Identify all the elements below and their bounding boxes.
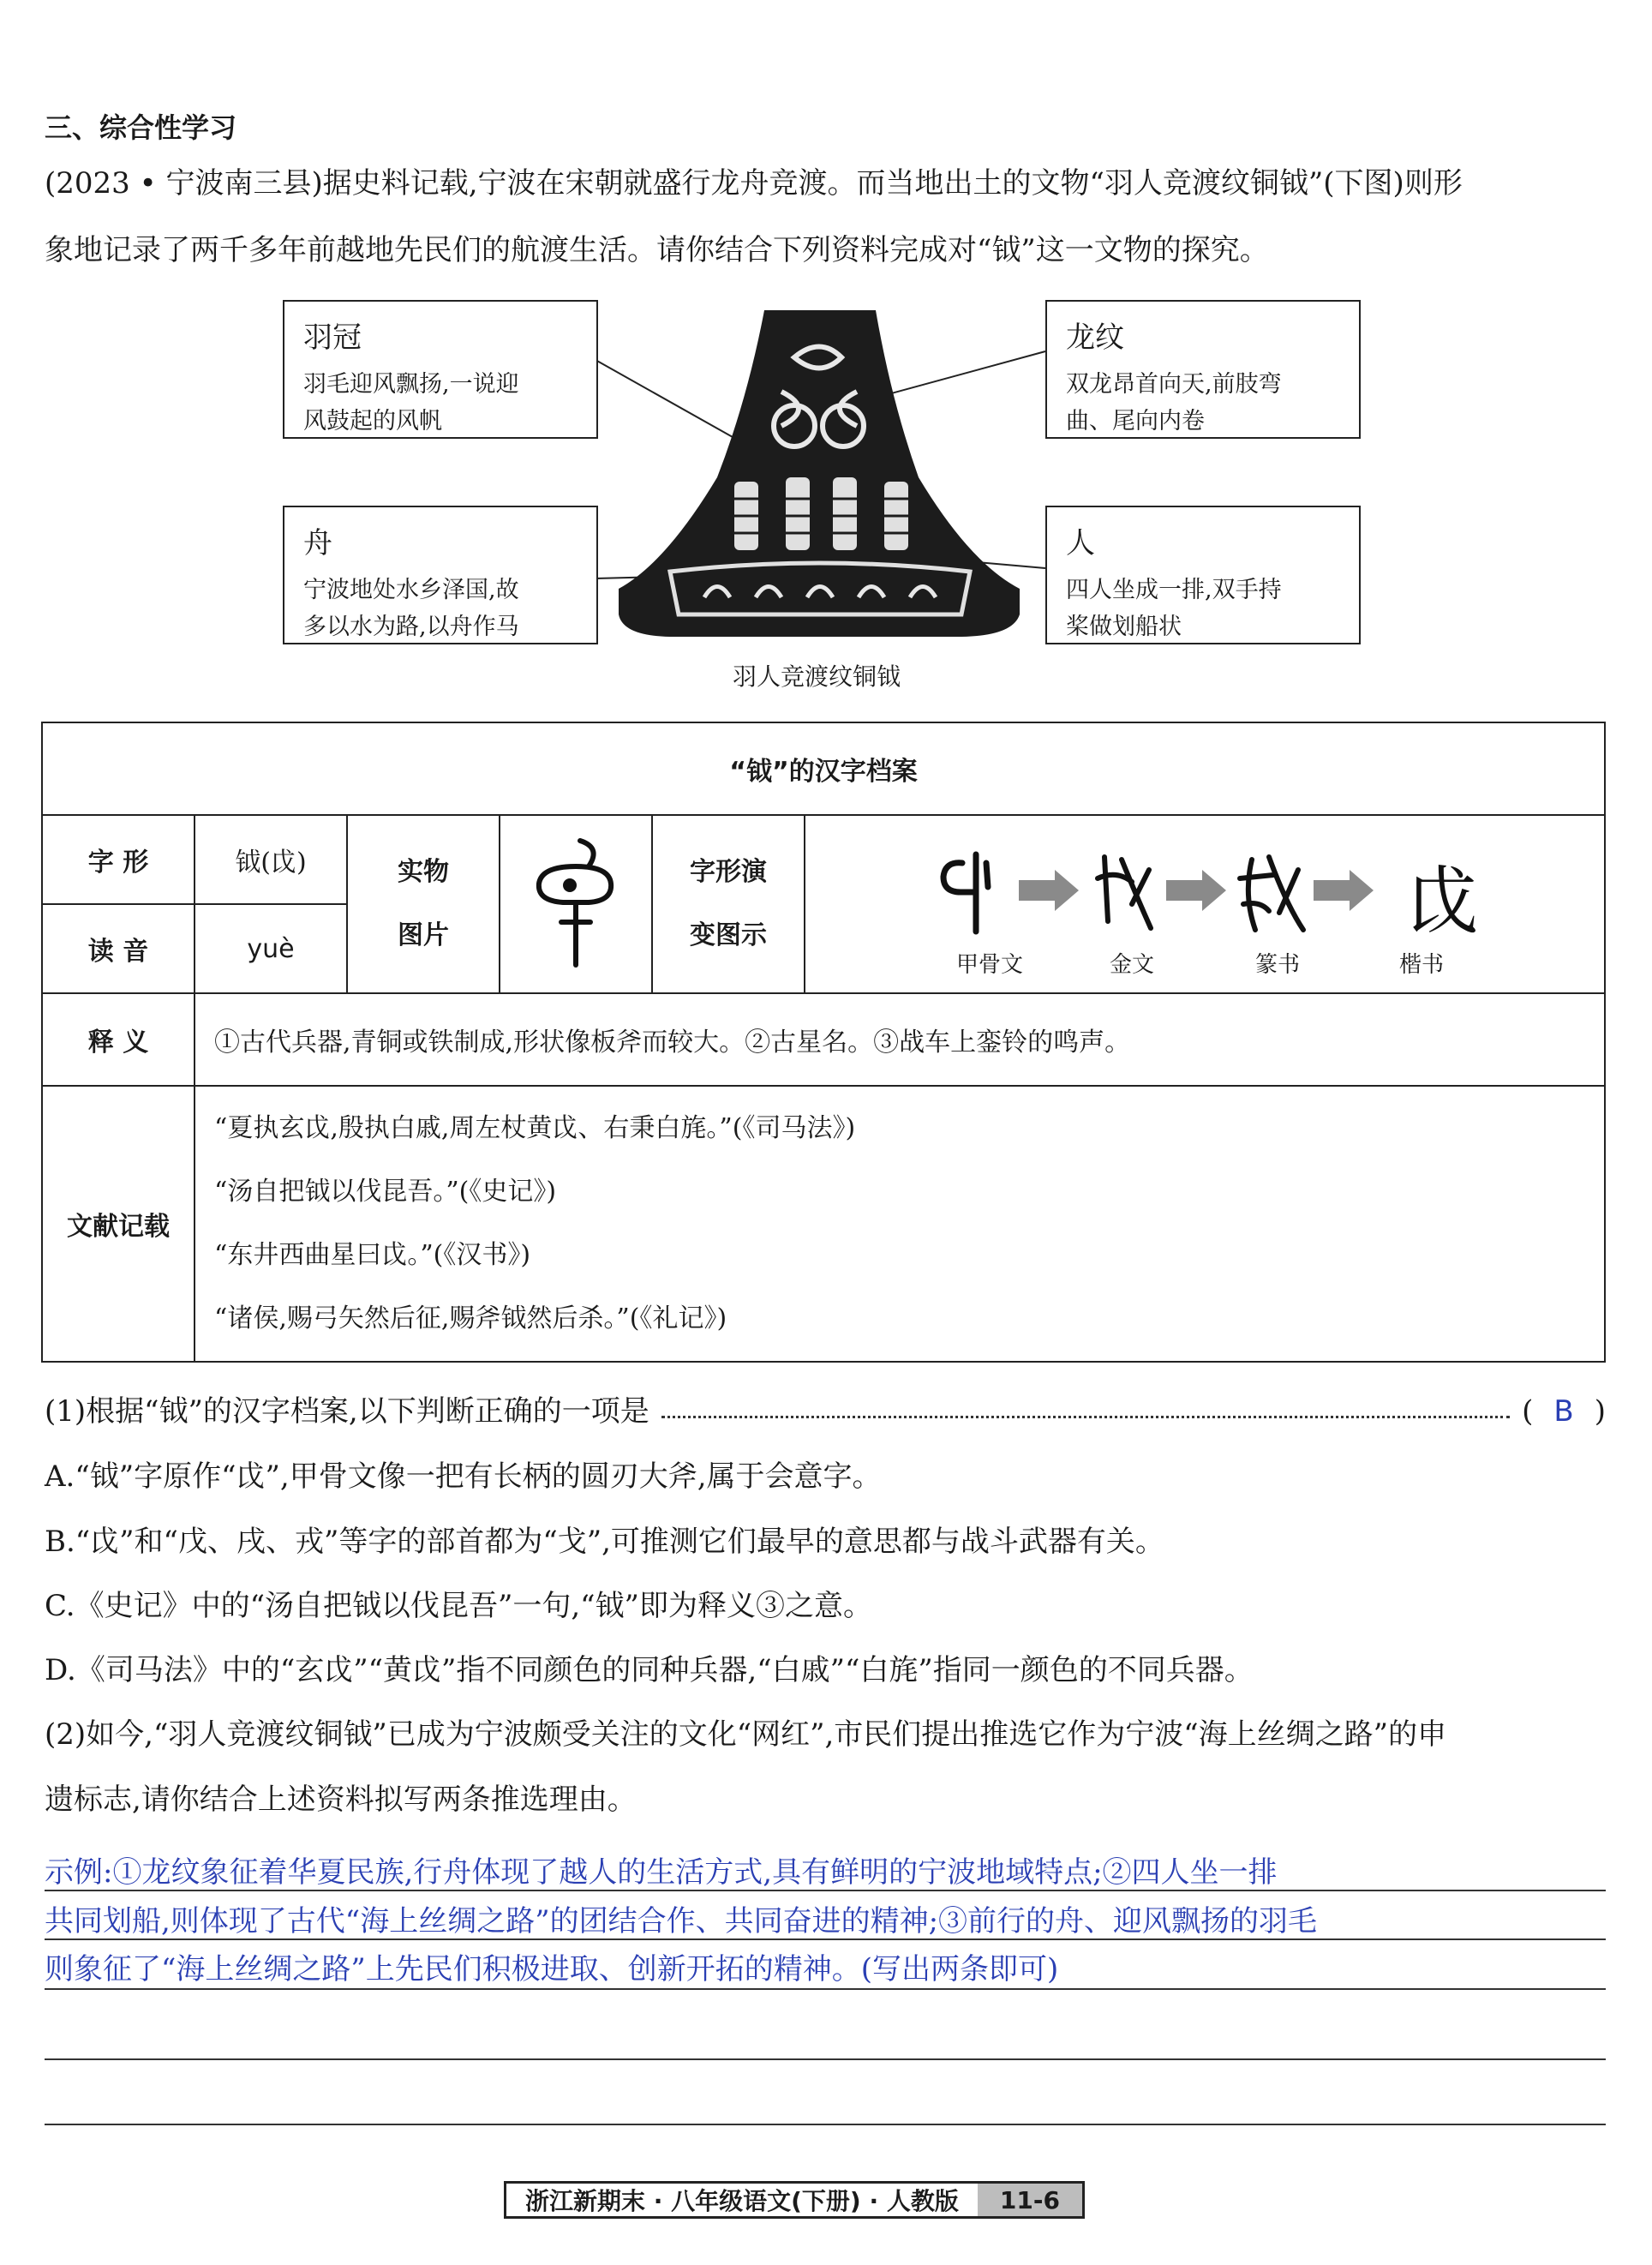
option-b: B.“戉”和“戊、戌、戎”等字的部首都为“戈”,可推测它们最早的意思都与战斗武器有关。 xyxy=(45,1525,1164,1559)
page-footer xyxy=(504,2181,1085,2219)
sound-value: yuè xyxy=(195,904,347,993)
question-1-answer: B xyxy=(1553,1394,1574,1429)
evolution-label xyxy=(652,815,805,993)
arrow-icon xyxy=(1166,870,1226,911)
evo-caption: 甲骨文 xyxy=(956,952,1024,978)
annotation-title: 龙纹 xyxy=(1066,321,1124,355)
shape-value: 钺(戉) xyxy=(195,815,347,904)
citation-list xyxy=(195,1086,1605,1362)
writing-line xyxy=(45,1938,1606,1940)
option-c: C.《史记》中的“汤自把钺以伐昆吾”一句,“钺”即为释义③之意。 xyxy=(45,1589,872,1623)
annotation-text: 曲、尾向内卷 xyxy=(1066,408,1205,434)
annotation-box-dragon xyxy=(1045,300,1361,439)
evo-caption: 金文 xyxy=(1110,952,1155,978)
annotation-box-person xyxy=(1045,506,1361,644)
intro-line-1: (2023 • 宁波南三县)据史料记载,宁波在宋朝就盛行龙舟竞渡。而当地出土的文物“羽人竞渡纹铜钺”(下图)则形 xyxy=(45,166,1463,201)
writing-line xyxy=(45,1890,1606,1891)
photo-label-line: 图片 xyxy=(398,920,449,950)
evo-caption: 篆书 xyxy=(1255,952,1301,978)
meaning-value: ①古代兵器,青铜或铁制成,形状像板斧而较大。②古星名。③战车上銮铃的鸣声。 xyxy=(195,993,1605,1086)
annotation-text: 宁波地处水乡泽国,故 xyxy=(303,577,519,603)
section-title: 三、综合性学习 xyxy=(45,111,237,144)
axe-pictogram-icon xyxy=(529,832,623,969)
seal-script-glyph xyxy=(1240,857,1303,930)
annotation-title: 羽冠 xyxy=(303,321,362,355)
oracle-bone-glyph xyxy=(943,854,988,932)
citation-label: 文献记载 xyxy=(42,1086,195,1362)
footer-title: 浙江新期末 · 八年级语文(下册) · 人教版 xyxy=(525,2187,959,2215)
annotation-text: 双龙昂首向天,前肢弯 xyxy=(1066,371,1282,398)
citation-item: “诸侯,赐弓矢然后征,赐斧钺然后杀。”(《礼记》) xyxy=(214,1303,727,1333)
answer-line-3: 则象征了“海上丝绸之路”上先民们积极进取、创新开拓的精神。(写出两条即可) xyxy=(45,1952,1059,1986)
bronze-axe-image xyxy=(619,306,1020,638)
annotation-text: 多以水为路,以舟作马 xyxy=(303,614,519,640)
annotation-text: 桨做划船状 xyxy=(1066,614,1182,640)
answer-paren-close: ) xyxy=(1594,1394,1606,1429)
artifact-photo-cell xyxy=(500,815,652,993)
answer-line-2: 共同划船,则体现了古代“海上丝绸之路”的团结合作、共同奋进的精神;③前行的舟、迎风飘扬的羽毛 xyxy=(45,1904,1318,1938)
leader-dots xyxy=(661,1416,1510,1418)
annotation-title: 舟 xyxy=(303,526,332,560)
character-archive-table xyxy=(41,722,1606,1363)
writing-line xyxy=(45,1988,1606,1990)
annotation-box-boat xyxy=(283,506,598,644)
evo-caption: 楷书 xyxy=(1399,952,1445,978)
annotation-box-plume xyxy=(283,300,598,439)
sound-label: 读 音 xyxy=(42,904,195,993)
figure-caption: 羽人竞渡纹铜钺 xyxy=(733,662,901,691)
annotation-title: 人 xyxy=(1066,526,1095,560)
photo-label xyxy=(347,815,500,993)
question-2-line-2: 遗标志,请你结合上述资料拟写两条推选理由。 xyxy=(45,1783,637,1817)
page-number: 11-6 xyxy=(978,2184,1082,2216)
evolution-diagram xyxy=(805,815,1605,993)
citation-item: “夏执玄戉,殷执白戚,周左杖黄戉、右秉白旄。”(《司马法》) xyxy=(214,1113,856,1143)
question-1-stem xyxy=(45,1394,1606,1429)
arrow-icon xyxy=(1314,870,1374,911)
answer-line-1: 示例:①龙纹象征着华夏民族,行舟体现了越人的生活方式,具有鲜明的宁波地域特点;②四人坐一排 xyxy=(45,1855,1278,1890)
evolution-label-line: 变图示 xyxy=(690,920,767,950)
writing-line xyxy=(45,2058,1606,2060)
shape-label: 字 形 xyxy=(42,815,195,904)
question-2-line-1: (2)如今,“羽人竞渡纹铜钺”已成为宁波颇受关注的文化“网红”,市民们提出推选它作为宁波“海上丝绸之路”的申 xyxy=(45,1717,1447,1752)
intro-line-2: 象地记录了两千多年前越地先民们的航渡生活。请你结合下列资料完成对“钺”这一文物的探究。 xyxy=(45,233,1269,267)
annotation-text: 风鼓起的风帆 xyxy=(303,408,442,434)
evolution-label-line: 字形演 xyxy=(690,857,767,887)
annotation-text: 羽毛迎风飘扬,一说迎 xyxy=(303,371,519,398)
writing-line xyxy=(45,2124,1606,2125)
question-1-text: (1)根据“钺”的汉字档案,以下判断正确的一项是 xyxy=(45,1394,649,1429)
bronze-script-glyph xyxy=(1098,857,1151,928)
evolution-arrows xyxy=(1019,870,1374,911)
regular-script-glyph: 戉 xyxy=(1406,859,1480,944)
annotation-text: 四人坐成一排,双手持 xyxy=(1066,577,1282,603)
option-a: A.“钺”字原作“戉”,甲骨文像一把有长柄的圆刃大斧,属于会意字。 xyxy=(45,1459,882,1494)
citation-item: “汤自把钺以伐昆吾。”(《史记》) xyxy=(214,1177,557,1207)
arrow-icon xyxy=(1019,870,1079,911)
citation-item: “东井西曲星曰戉。”(《汉书》) xyxy=(214,1240,531,1270)
answer-paren-open: ( xyxy=(1522,1394,1534,1429)
photo-label-line: 实物 xyxy=(398,857,449,887)
evolution-glyphs xyxy=(806,818,1595,990)
meaning-label: 释 义 xyxy=(42,993,195,1086)
option-d: D.《司马法》中的“玄戉”“黄戉”指不同颜色的同种兵器,“白戚”“白旄”指同一颜色的不同兵器。 xyxy=(45,1653,1254,1687)
archive-title: “钺”的汉字档案 xyxy=(42,722,1605,815)
